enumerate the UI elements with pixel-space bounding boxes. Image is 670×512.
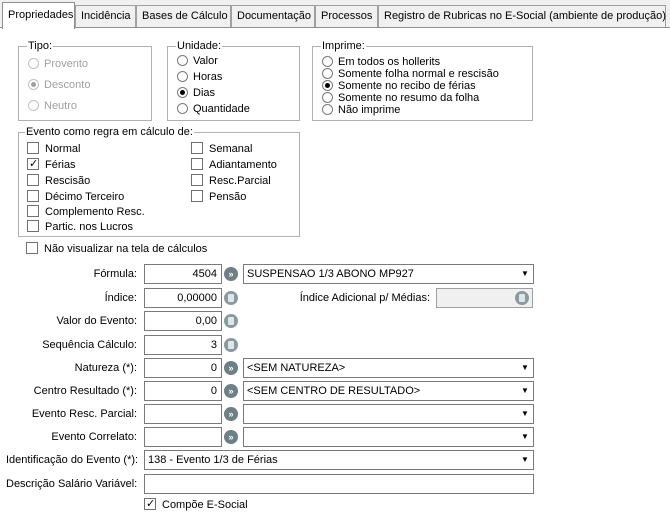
evento-regra-legend: Evento como regra em cálculo de: <box>26 126 193 138</box>
natureza-label: Natureza (*): <box>74 362 137 374</box>
tipo-option-provento[interactable] <box>28 58 88 71</box>
search-arrow-icon[interactable]: » <box>224 361 238 375</box>
radio-icon <box>177 87 188 98</box>
identificacao-combo-text: 138 - Evento 1/3 de Férias <box>148 454 278 466</box>
radio-icon <box>322 56 333 67</box>
imprime-option-nao-imprime[interactable] <box>322 104 400 117</box>
evento-regra-group <box>18 126 300 237</box>
evento-correlato-label: Evento Correlato: <box>51 431 137 443</box>
sequencia-label: Sequência Cálculo: <box>42 339 137 351</box>
unidade-option-dias[interactable] <box>177 87 215 100</box>
unidade-option-quantidade[interactable] <box>177 103 250 116</box>
check-label: Normal <box>45 143 81 155</box>
natureza-combo[interactable] <box>243 358 534 378</box>
checkbox-icon <box>27 142 39 154</box>
tab-strip <box>0 0 670 28</box>
check-partic-lucros[interactable] <box>27 220 133 233</box>
radio-icon <box>322 104 333 115</box>
formula-label: Fórmula: <box>93 268 137 280</box>
check-label: Semanal <box>209 143 253 155</box>
imprime-option-label: Somente no resumo da folha <box>338 92 480 104</box>
checkbox-icon <box>191 174 203 186</box>
check-semanal[interactable] <box>191 142 252 155</box>
checkbox-icon <box>26 242 38 254</box>
checkbox-icon <box>191 158 203 170</box>
check-compoe-esocial[interactable] <box>144 498 248 511</box>
checkbox-icon <box>27 158 39 170</box>
identificacao-label: Identificação do Evento (*): <box>6 454 139 466</box>
radio-icon <box>322 92 333 103</box>
check-rescisao[interactable] <box>27 174 90 187</box>
tipo-option-label: Neutro <box>44 100 78 112</box>
unidade-option-label: Quantidade <box>193 103 250 115</box>
calculator-icon[interactable] <box>224 291 238 305</box>
check-normal[interactable] <box>27 142 80 155</box>
imprime-option-label: Somente no recibo de férias <box>338 80 476 92</box>
search-arrow-icon[interactable]: » <box>224 430 238 444</box>
tipo-legend: Tipo: <box>28 40 53 52</box>
identificacao-combo[interactable] <box>144 450 534 470</box>
chevron-down-icon[interactable]: ▼ <box>517 383 532 399</box>
tab-documentacao[interactable]: Documentação <box>231 5 315 27</box>
tab-registro-rubricas[interactable]: Registro de Rubricas no E-Social (ambiente de produção) <box>378 5 666 27</box>
radio-icon <box>177 55 188 66</box>
check-label: Não visualizar na tela de cálculos <box>44 243 208 255</box>
formula-combo-text: SUSPENSAO 1/3 ABONO MP927 <box>247 268 414 280</box>
search-arrow-icon[interactable]: » <box>224 407 238 421</box>
unidade-option-valor[interactable] <box>177 55 218 68</box>
tipo-option-neutro[interactable] <box>28 100 77 113</box>
unidade-option-horas[interactable] <box>177 71 222 84</box>
chevron-down-icon[interactable]: ▼ <box>517 452 532 468</box>
check-adiantamento[interactable] <box>191 158 277 171</box>
check-decimo-terceiro[interactable] <box>27 190 124 203</box>
check-label: Férias <box>45 159 76 171</box>
tipo-option-desconto[interactable] <box>28 79 90 92</box>
check-ferias[interactable] <box>27 158 76 171</box>
checkbox-icon <box>27 174 39 186</box>
indice-label: Índice: <box>104 292 137 304</box>
centro-resultado-label: Centro Resultado (*): <box>33 385 137 397</box>
check-label: Complemento Resc. <box>45 206 145 218</box>
natureza-combo-text: <SEM NATUREZA> <box>247 362 346 374</box>
checkbox-icon <box>27 205 39 217</box>
search-arrow-icon[interactable]: » <box>224 384 238 398</box>
evento-correlato-input[interactable] <box>144 427 222 447</box>
chevron-down-icon[interactable]: ▼ <box>517 406 532 422</box>
evento-correlato-combo[interactable] <box>243 427 534 447</box>
radio-icon <box>177 71 188 82</box>
check-label: Partic. nos Lucros <box>45 221 134 233</box>
sequencia-input[interactable]: 3 <box>144 335 222 355</box>
imprime-option-label: Somente folha normal e rescisão <box>338 68 499 80</box>
radio-icon <box>322 68 333 79</box>
centro-resultado-combo[interactable] <box>243 381 534 401</box>
evento-resc-parcial-combo[interactable] <box>243 404 534 424</box>
evento-resc-parcial-label: Evento Resc. Parcial: <box>31 408 137 420</box>
tipo-group <box>18 40 152 121</box>
check-complemento-resc[interactable] <box>27 205 145 218</box>
search-arrow-icon[interactable]: » <box>224 267 238 281</box>
radio-icon <box>28 100 39 111</box>
unidade-option-label: Horas <box>193 71 223 83</box>
tab-propriedades[interactable]: Propriedades <box>2 2 75 29</box>
unidade-option-label: Dias <box>193 87 216 99</box>
checkbox-icon <box>191 190 203 202</box>
tipo-option-label: Provento <box>44 58 89 70</box>
formula-combo[interactable] <box>243 264 534 284</box>
check-label: Rescisão <box>45 175 91 187</box>
checkbox-icon <box>27 190 39 202</box>
check-nao-visualizar[interactable] <box>26 242 207 255</box>
tipo-option-label: Desconto <box>44 79 91 91</box>
chevron-down-icon[interactable]: ▼ <box>517 429 532 445</box>
radio-icon <box>177 103 188 114</box>
imprime-group <box>312 40 533 121</box>
check-label: Décimo Terceiro <box>45 191 125 203</box>
formula-input[interactable]: 4504 <box>144 264 222 284</box>
centro-resultado-input[interactable]: 0 <box>144 381 222 401</box>
tab-bases-de-calculo[interactable]: Bases de Cálculo <box>136 5 231 27</box>
chevron-down-icon[interactable]: ▼ <box>517 360 532 376</box>
evento-resc-parcial-input[interactable] <box>144 404 222 424</box>
unidade-legend: Unidade: <box>177 40 222 52</box>
descricao-salario-input[interactable] <box>144 474 534 494</box>
radio-icon <box>322 80 333 91</box>
indice-adicional-label: Índice Adicional p/ Médias: <box>299 292 430 304</box>
unidade-option-label: Valor <box>193 55 218 67</box>
tab-incidencia[interactable]: Incidência <box>75 5 136 27</box>
check-label: Adiantamento <box>209 159 277 171</box>
calculator-icon[interactable] <box>515 291 529 305</box>
check-pensao[interactable] <box>191 190 246 203</box>
tab-processos[interactable]: Processos <box>315 5 378 27</box>
check-label: Pensão <box>209 191 247 203</box>
calculator-icon[interactable] <box>224 314 238 328</box>
natureza-input[interactable]: 0 <box>144 358 222 378</box>
centro-resultado-combo-text: <SEM CENTRO DE RESULTADO> <box>247 385 421 397</box>
valor-evento-label: Valor do Evento: <box>56 315 137 327</box>
checkbox-icon <box>144 498 156 510</box>
calculator-icon[interactable] <box>224 338 238 352</box>
imprime-legend: Imprime: <box>322 40 365 52</box>
check-label: Resc.Parcial <box>209 175 271 187</box>
radio-icon <box>28 58 39 69</box>
imprime-option-label: Não imprime <box>338 104 401 116</box>
valor-evento-input[interactable]: 0,00 <box>144 311 222 331</box>
imprime-option-label: Em todos os hollerits <box>338 56 441 68</box>
checkbox-icon <box>191 142 203 154</box>
checkbox-icon <box>27 220 39 232</box>
unidade-group <box>167 40 300 121</box>
radio-icon <box>28 79 39 90</box>
check-resc-parcial[interactable] <box>191 174 271 187</box>
check-label: Compõe E-Social <box>162 499 248 511</box>
indice-input[interactable]: 0,00000 <box>144 288 222 308</box>
descricao-salario-label: Descrição Salário Variável: <box>6 478 138 490</box>
chevron-down-icon[interactable]: ▼ <box>517 266 532 282</box>
